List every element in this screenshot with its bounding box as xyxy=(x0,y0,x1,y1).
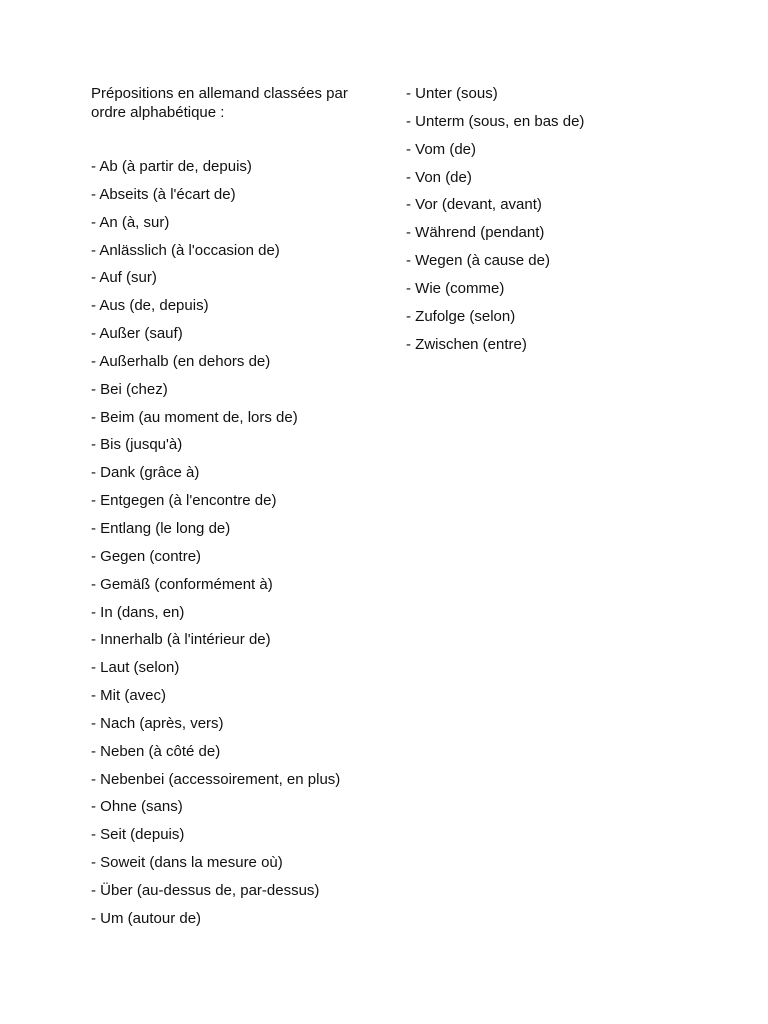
preposition-item: - Ohne (sans) xyxy=(91,798,183,816)
preposition-item: - Außerhalb (en dehors de) xyxy=(91,352,271,370)
preposition-item: - Beim (au moment de, lors de) xyxy=(91,408,298,426)
preposition-item: - An (à, sur) xyxy=(91,213,170,231)
preposition-item: - Anlässlich (à l'occasion de) xyxy=(91,241,280,259)
preposition-list-right xyxy=(406,84,584,362)
preposition-item: - Neben (à côté de) xyxy=(91,742,221,760)
preposition-item: - Seit (depuis) xyxy=(91,826,185,844)
preposition-item: - Ab (à partir de, depuis) xyxy=(91,158,252,175)
preposition-item: - Von (de) xyxy=(406,168,472,186)
preposition-list-left xyxy=(91,157,340,937)
preposition-item: - Während (pendant) xyxy=(406,224,545,242)
preposition-item: - Wegen (à cause de) xyxy=(406,252,550,270)
preposition-item: - Gegen (contre) xyxy=(91,547,202,565)
preposition-item: - Wie (comme) xyxy=(406,279,505,297)
preposition-item: - Laut (selon) xyxy=(91,659,180,677)
preposition-item: - Unter (sous) xyxy=(406,85,498,102)
preposition-item: - Auf (sur) xyxy=(91,269,157,287)
preposition-item: - Bei (chez) xyxy=(91,380,168,398)
preposition-item: - Entlang (le long de) xyxy=(91,519,231,537)
preposition-item: - Über (au-dessus de, par-dessus) xyxy=(91,881,320,899)
preposition-item: - Zufolge (selon) xyxy=(406,307,516,325)
preposition-item: - Mit (avec) xyxy=(91,687,166,705)
preposition-item: - Nebenbei (accessoirement, en plus) xyxy=(91,770,341,788)
preposition-item: - Außer (sauf) xyxy=(91,325,183,343)
preposition-item: - Gemäß (conformément à) xyxy=(91,575,273,593)
preposition-item: - Innerhalb (à l'intérieur de) xyxy=(91,631,271,649)
preposition-item: - Vom (de) xyxy=(406,140,477,158)
preposition-item: - Abseits (à l'écart de) xyxy=(91,185,236,203)
preposition-item: - Unterm (sous, en bas de) xyxy=(406,112,585,130)
preposition-item: - Vor (devant, avant) xyxy=(406,196,542,214)
preposition-item: - Nach (après, vers) xyxy=(91,714,224,732)
preposition-item: - Soweit (dans la mesure où) xyxy=(91,854,283,872)
preposition-item: - Aus (de, depuis) xyxy=(91,297,209,315)
preposition-item: - Bis (jusqu'à) xyxy=(91,436,183,454)
preposition-item: - Zwischen (entre) xyxy=(406,335,527,353)
preposition-item: - In (dans, en) xyxy=(91,603,185,621)
preposition-item: - Um (autour de) xyxy=(91,909,202,927)
document-title: Prépositions en allemand classées par ordre alphabétique : xyxy=(91,85,348,121)
preposition-item: - Dank (grâce à) xyxy=(91,464,200,482)
preposition-item: - Entgegen (à l'encontre de) xyxy=(91,492,277,510)
